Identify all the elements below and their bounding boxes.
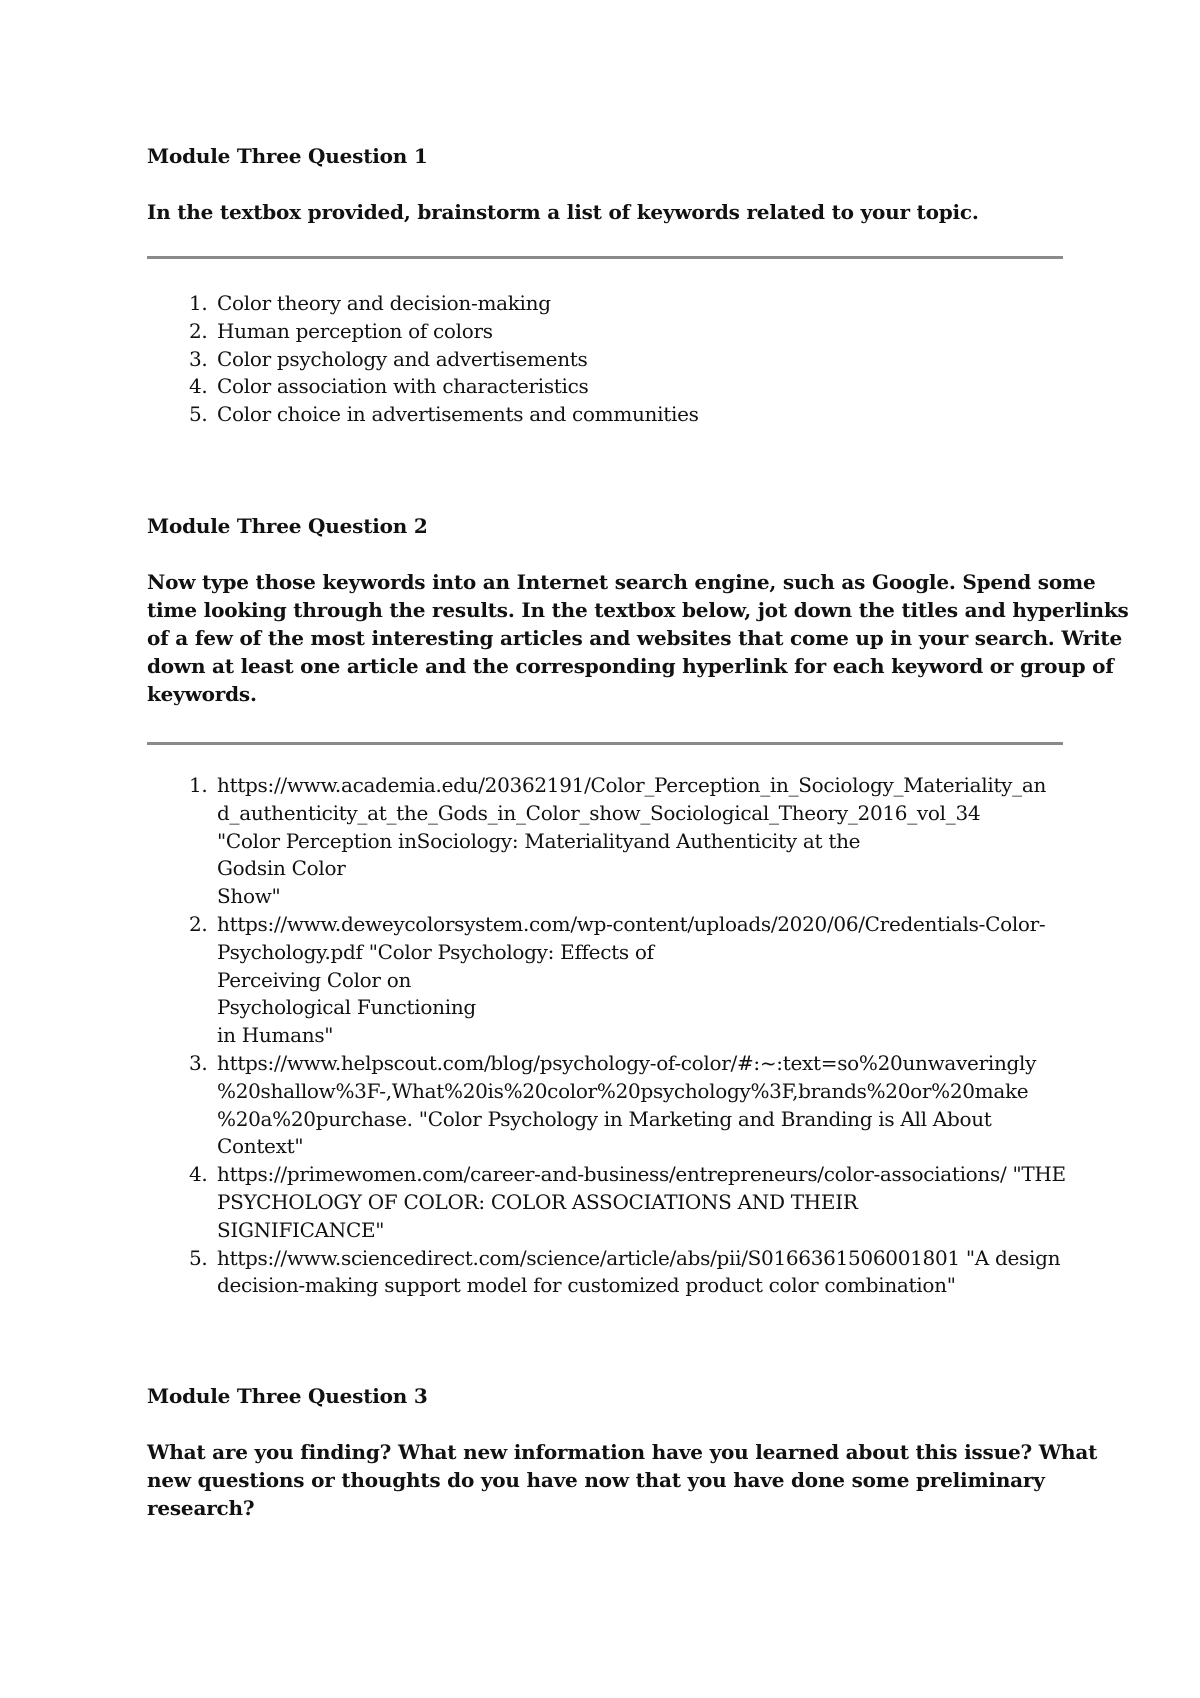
prompt-line: Now type those keywords into an Internet search engine, such as Google. Spend some [147, 569, 1096, 594]
question-2-section [147, 512, 1129, 1300]
article-title-line: Show" [217, 884, 281, 909]
question-2-article-list [147, 772, 1066, 1300]
list-item [147, 1050, 1063, 1161]
article-link-line: https://www.sciencedirect.com/science/article/abs/pii/S0166361506001801 "A design [217, 1245, 1061, 1270]
question-1-keyword-list [147, 290, 1063, 429]
question-1-prompt: In the textbox provided, brainstorm a list of keywords related to your topic. [147, 200, 979, 224]
list-item [147, 401, 1063, 429]
list-item-number: 2. [189, 911, 208, 936]
article-link-line: https://www.helpscout.com/blog/psychology-of-color/#:~:text=so%20unwaveringly [217, 1050, 1037, 1075]
article-link-line: %20shallow%3F-,What%20is%20color%20psychology%3F,brands%20or%20make [217, 1078, 1029, 1103]
list-item [147, 290, 1063, 318]
article-title-line: Perceiving Color on [217, 967, 412, 992]
article-title-line: Psychological Functioning [217, 995, 476, 1020]
question-1-section [147, 142, 1063, 429]
article-link-line: https://www.academia.edu/20362191/Color_Perception_in_Sociology_Materiality_an [217, 772, 1047, 797]
list-item-number: 4. [189, 1162, 208, 1187]
list-item-number: 1. [189, 772, 208, 797]
prompt-line: of a few of the most interesting articles and websites that come up in your search. Write [147, 625, 1122, 650]
article-title-line: %20a%20purchase. "Color Psychology in Marketing and Branding is All About [217, 1106, 992, 1131]
article-link-line: https://www.deweycolorsystem.com/wp-content/uploads/2020/06/Credentials-Color- [217, 911, 1046, 936]
list-item-number: 5. [189, 402, 208, 427]
question-3-heading: Module Three Question 3 [147, 1384, 428, 1409]
article-title-line: in Humans" [217, 1023, 334, 1048]
list-item-text: Color psychology and advertisements [217, 346, 588, 371]
list-item-text: Human perception of colors [217, 318, 493, 343]
list-item [147, 911, 1063, 1050]
prompt-line: What are you finding? What new information have you learned about this issue? What [147, 1440, 1098, 1465]
prompt-line: down at least one article and the corresponding hyperlink for each keyword or group of [147, 653, 1114, 678]
list-item-number: 3. [189, 346, 208, 371]
list-item-number: 5. [189, 1245, 208, 1270]
question-2-prompt [147, 568, 1129, 708]
list-item [147, 772, 1063, 911]
question-1-heading: Module Three Question 1 [147, 144, 428, 168]
article-link-line: d_authenticity_at_the_Gods_in_Color_show_Sociological_Theory_2016_vol_34 [217, 800, 981, 825]
question-3-prompt [147, 1438, 1098, 1522]
list-item-text: Color association with characteristics [217, 374, 589, 399]
article-title-line: Psychology.pdf "Color Psychology: Effects of [217, 939, 654, 964]
article-title-line: Godsin Color [217, 856, 346, 881]
prompt-line: keywords. [147, 681, 257, 706]
list-item [147, 346, 1063, 374]
article-title-line: PSYCHOLOGY OF COLOR: COLOR ASSOCIATIONS AND THEIR [217, 1189, 858, 1214]
question-3-section [147, 1382, 1098, 1522]
article-title-line: "Color Perception inSociology: Materialityand Authenticity at the [217, 828, 861, 853]
list-item-text: Color choice in advertisements and communities [217, 402, 699, 427]
list-item [147, 373, 1063, 401]
list-item-number: 2. [189, 318, 208, 343]
article-title-line: Context" [217, 1134, 304, 1159]
prompt-line: time looking through the results. In the textbox below, jot down the titles and hyperlinks [147, 597, 1129, 622]
list-item-number: 1. [189, 291, 208, 315]
question-2-heading: Module Three Question 2 [147, 513, 428, 538]
list-item-number: 3. [189, 1050, 208, 1075]
list-item [147, 318, 1063, 346]
prompt-line: new questions or thoughts do you have now that you have done some preliminary [147, 1468, 1045, 1493]
list-item [147, 1245, 1063, 1301]
list-item [147, 1161, 1066, 1244]
article-title-line: SIGNIFICANCE" [217, 1217, 385, 1242]
list-item-text: Color theory and decision-making [217, 291, 551, 315]
article-link-line: https://primewomen.com/career-and-business/entrepreneurs/color-associations/ "THE [217, 1162, 1066, 1187]
article-title-line: decision-making support model for customized product color combination" [217, 1273, 956, 1298]
list-item-number: 4. [189, 374, 208, 399]
document-page [147, 142, 1129, 1522]
prompt-line: research? [147, 1496, 255, 1521]
